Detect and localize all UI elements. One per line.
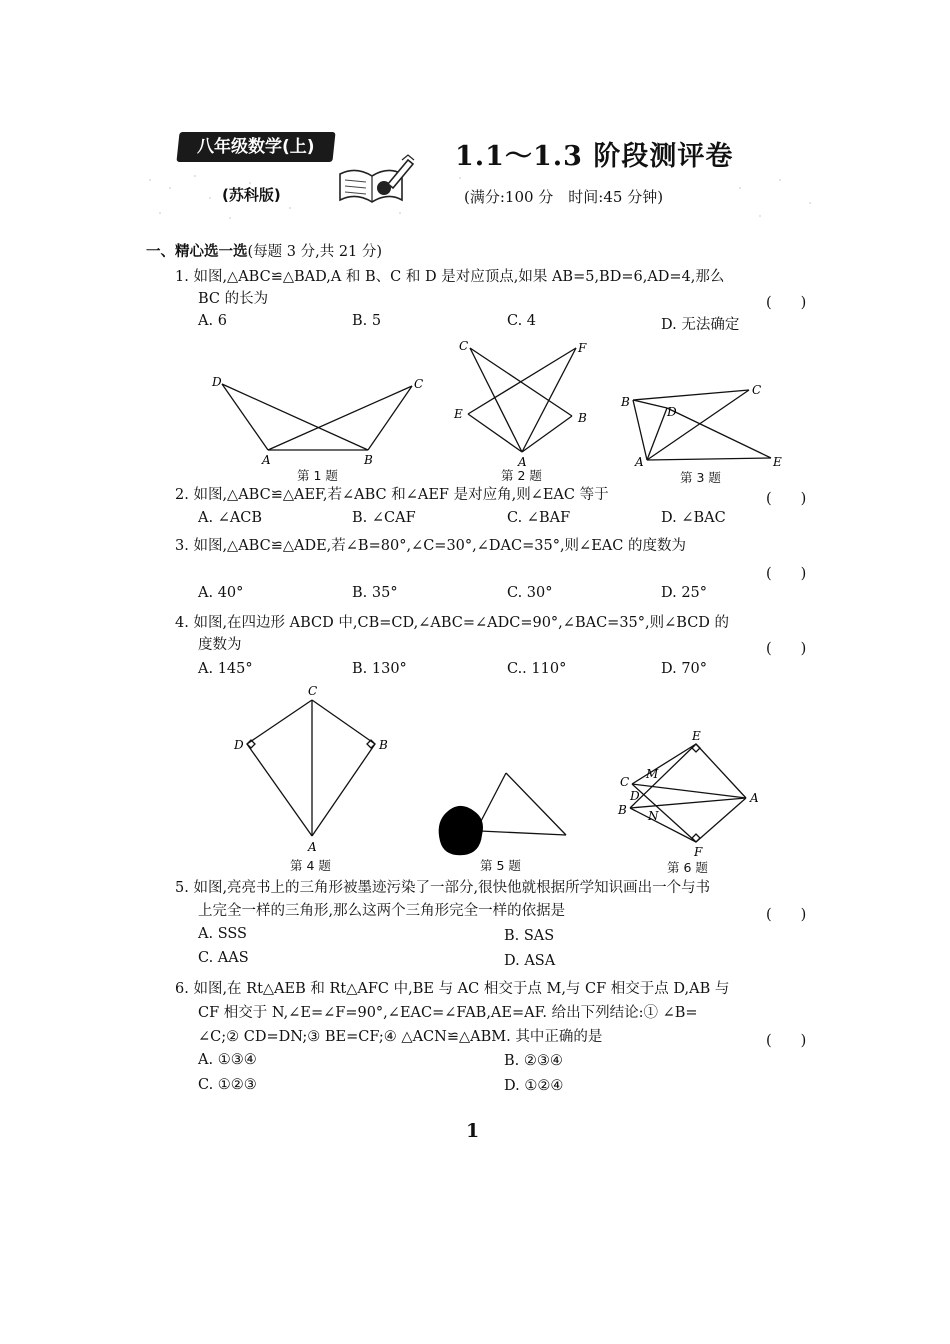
q1-option-d: D. 无法确定: [661, 317, 740, 333]
fig6-label-a: A: [750, 791, 759, 805]
fig3-label-d: D: [667, 405, 677, 419]
fig6-label-n: N: [648, 809, 659, 823]
q4-option-b: B. 130°: [352, 661, 407, 677]
fig6-caption: 第 6 题: [667, 860, 708, 875]
q5-line2: 上完全一样的三角形,那么这两个三角形完全一样的依据是: [198, 903, 566, 919]
q4-option-d: D. 70°: [661, 661, 708, 677]
exam-info: (满分:100 分 时间:45 分钟): [464, 188, 664, 206]
section-title: 一、精心选一选: [146, 244, 248, 260]
figure-5: [430, 765, 580, 860]
q6-option-d: D. ①②④: [504, 1078, 564, 1094]
section-points: (每题 3 分,共 21 分): [247, 244, 383, 260]
fig1-label-d: D: [212, 375, 222, 389]
ink-blot: [439, 806, 483, 855]
fig4-label-a: A: [308, 840, 317, 854]
fig1-label-c: C: [414, 377, 424, 391]
q4-line2: 度数为: [198, 637, 242, 653]
q6-answer-blank: ( ): [766, 1033, 807, 1049]
page-number: 1: [466, 1120, 480, 1142]
q5-option-d: D. ASA: [504, 953, 556, 969]
q1-line2: BC 的长为: [198, 291, 269, 307]
edition-label: (苏科版): [222, 186, 281, 204]
fig4-label-b: B: [379, 738, 388, 752]
q1-option-a: A. 6: [198, 313, 227, 329]
q4-answer-blank: ( ): [766, 641, 807, 657]
fig5-caption: 第 5 题: [480, 858, 521, 873]
fig2-label-f: F: [578, 341, 587, 355]
fig3-caption: 第 3 题: [680, 470, 721, 485]
figure-6: [612, 730, 782, 858]
fig2-label-e: E: [454, 407, 463, 421]
figure-1: [200, 370, 440, 470]
q5-option-b: B. SAS: [504, 928, 555, 944]
fig2-label-c: C: [459, 339, 469, 353]
q2-option-d: D. ∠BAC: [661, 510, 726, 526]
q6-option-b: B. ②③④: [504, 1053, 563, 1069]
q6-line2: CF 相交于 N,∠E=∠F=90°,∠EAC=∠FAB,AE=AF. 给出下列结论:① ∠B=: [198, 1005, 698, 1021]
fig4-label-d: D: [234, 738, 244, 752]
q3-option-a: A. 40°: [198, 585, 244, 601]
fig1-label-b: B: [364, 453, 373, 467]
fig3-label-e: E: [773, 455, 782, 469]
q2-line1: 2. 如图,△ABC≌△AEF,若∠ABC 和∠AEF 是对应角,则∠EAC 等于: [175, 487, 609, 503]
q6-option-a: A. ①③④: [198, 1052, 257, 1068]
q4-option-a: A. 145°: [198, 661, 253, 677]
section-heading: [146, 240, 382, 261]
figure-3: [615, 378, 795, 470]
fig6-label-e: E: [692, 730, 701, 743]
q3-answer-blank: ( ): [766, 566, 807, 582]
fig6-label-b: B: [618, 803, 627, 817]
fig6-label-f: F: [694, 845, 703, 858]
fig1-caption: 第 1 题: [297, 468, 338, 483]
fig3-label-c: C: [752, 383, 762, 397]
fig2-label-a: A: [518, 455, 527, 468]
q6-line3: ∠C;② CD=DN;③ BE=CF;④ △ACN≌△ABM. 其中正确的是: [198, 1029, 603, 1045]
q5-option-c: C. AAS: [198, 950, 249, 966]
q1-option-b: B. 5: [352, 313, 382, 329]
fig3-label-a: A: [635, 455, 644, 469]
fig3-label-b: B: [621, 395, 630, 409]
q6-option-c: C. ①②③: [198, 1077, 257, 1093]
q3-option-b: B. 35°: [352, 585, 398, 601]
q3-option-c: C. 30°: [507, 585, 553, 601]
grade-badge: 八年级数学(上): [176, 132, 335, 162]
q1-option-c: C. 4: [507, 313, 537, 329]
q5-option-a: A. SSS: [198, 926, 247, 942]
fig2-caption: 第 2 题: [501, 468, 542, 483]
page-title: 1.1～1.3 阶段测评卷: [455, 141, 734, 172]
q2-option-c: C. ∠BAF: [507, 510, 571, 526]
q5-answer-blank: ( ): [766, 907, 807, 923]
q5-line1: 5. 如图,亮亮书上的三角形被墨迹污染了一部分,很快他就根据所学知识画出一个与书: [175, 880, 711, 896]
fig6-label-c: C: [620, 775, 630, 789]
fig6-label-d: D: [630, 789, 640, 803]
fig6-label-m: M: [646, 767, 659, 781]
fig4-caption: 第 4 题: [290, 858, 331, 873]
fig4-label-c: C: [308, 684, 318, 698]
q2-option-b: B. ∠CAF: [352, 510, 416, 526]
book-pen-icon: [336, 152, 416, 208]
q4-line1: 4. 如图,在四边形 ABCD 中,CB=CD,∠ABC=∠ADC=90°,∠BAC=35°,则∠BCD 的: [175, 615, 730, 631]
fig2-label-b: B: [578, 411, 587, 425]
q1-answer-blank: ( ): [766, 295, 807, 311]
q2-answer-blank: ( ): [766, 491, 807, 507]
q1-line1: 1. 如图,△ABC≌△BAD,A 和 B、C 和 D 是对应顶点,如果 AB=5,BD=6,AD=4,那么: [175, 269, 725, 285]
q2-option-a: A. ∠ACB: [198, 510, 263, 526]
fig1-label-a: A: [262, 453, 271, 467]
q6-line1: 6. 如图,在 Rt△AEB 和 Rt△AFC 中,BE 与 AC 相交于点 M,与 CF 相交于点 D,AB 与: [175, 981, 730, 997]
figure-4: [225, 682, 400, 854]
q3-option-d: D. 25°: [661, 585, 708, 601]
q4-option-c: C.. 110°: [507, 661, 567, 677]
figure-2: [450, 338, 600, 468]
q3-line1: 3. 如图,△ABC≌△ADE,若∠B=80°,∠C=30°,∠DAC=35°,则∠EAC 的度数为: [175, 538, 686, 554]
